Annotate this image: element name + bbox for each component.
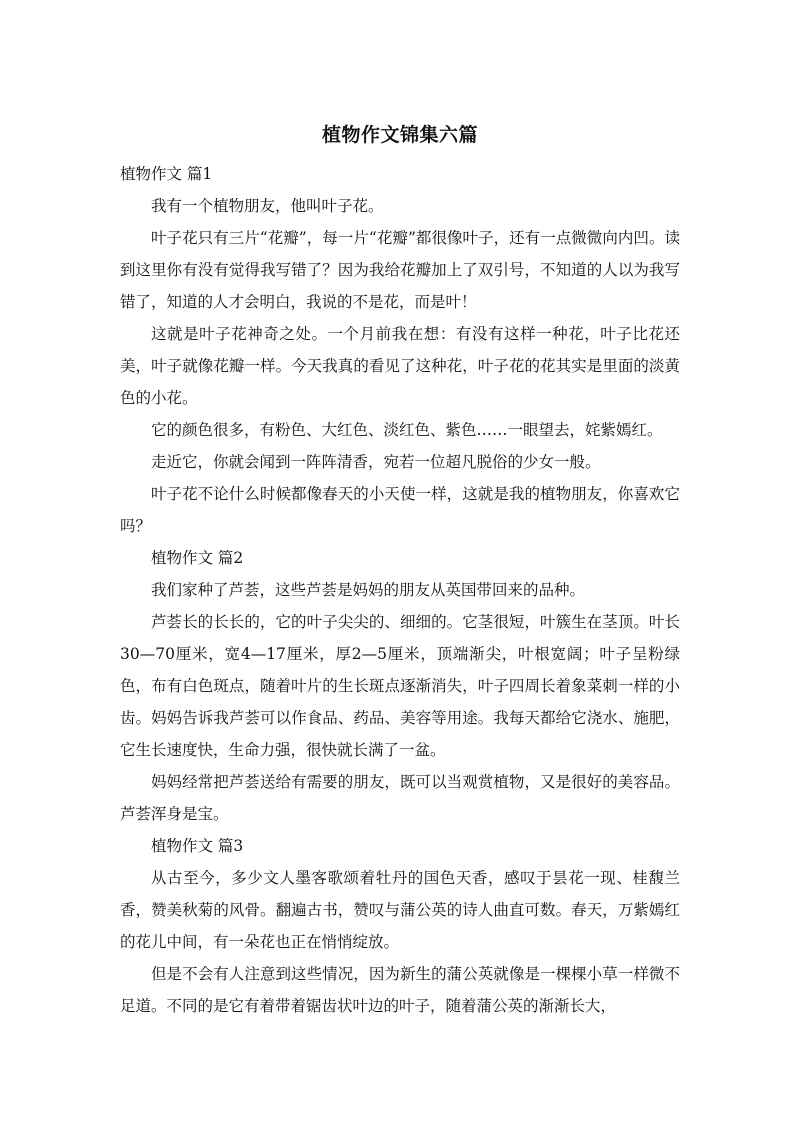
document-title: 植物作文锦集六篇 — [321, 124, 478, 146]
paragraph: 但是不会有人注意到这些情况，因为新生的蒲公英就像是一棵棵小草一样微不足道。不同的是它有着带着锯齿状叶边的叶子，随着蒲公英的渐渐长大， — [120, 965, 680, 1015]
paragraph: 芦荟长的长长的，它的叶子尖尖的、细细的。它茎很短，叶簇生在茎顶。叶长30—70厘米，宽4—17厘米，厚2—5厘米，顶端渐尖，叶根宽阔；叶子呈粉绿色，布有白色斑点，随着叶片的生长斑点逐渐消失，叶子四周长着象菜刺一样的小齿。妈妈告诉我芦荟可以作食品、药品、美容等用途。我每天都给它浇水、施肥，它生长速度快，生命力强，很快就长满了一盆。 — [120, 613, 680, 759]
paragraph: 我有一个植物朋友，他叫叶子花。 — [151, 197, 384, 215]
section-heading-1: 植物作文 篇1 — [120, 165, 213, 183]
paragraph: 从古至今，多少文人墨客歌颂着牡丹的国色天香，感叹于昙花一现、桂馥兰香，赞美秋菊的风骨。翻遍古书，赞叹与蒲公英的诗人曲直可数。春天，万紫嫣红的花儿中间，有一朵花也正在悄悄绽放。 — [120, 869, 680, 951]
paragraph: 它的颜色很多，有粉色、大红色、淡红色、紫色……一眼望去，姹紫嫣红。 — [151, 421, 663, 439]
paragraph: 这就是叶子花神奇之处。一个月前我在想：有没有这样一种花，叶子比花还美，叶子就像花瓣一样。今天我真的看见了这种花，叶子花的花其实是里面的淡黄色的小花。 — [120, 325, 680, 407]
paragraph: 叶子花只有三片“花瓣”，每一片“花瓣”都很像叶子，还有一点微微向内凹。读到这里你有没有觉得我写错了？因为我给花瓣加上了双引号，不知道的人以为我写错了，知道的人才会明白，我说的不是花，而是叶！ — [120, 229, 680, 311]
section-heading-3: 植物作文 篇3 — [151, 837, 244, 855]
paragraph: 走近它，你就会闻到一阵阵清香，宛若一位超凡脱俗的少女一般。 — [151, 453, 601, 471]
section-heading-2: 植物作文 篇2 — [151, 549, 244, 567]
paragraph: 妈妈经常把芦荟送给有需要的朋友，既可以当观赏植物，又是很好的美容品。芦荟浑身是宝。 — [120, 773, 680, 823]
paragraph: 我们家种了芦荟，这些芦荟是妈妈的朋友从英国带回来的品种。 — [151, 581, 586, 599]
paragraph: 叶子花不论什么时候都像春天的小天使一样，这就是我的植物朋友，你喜欢它吗？ — [120, 485, 680, 535]
document-body — [120, 158, 680, 1022]
